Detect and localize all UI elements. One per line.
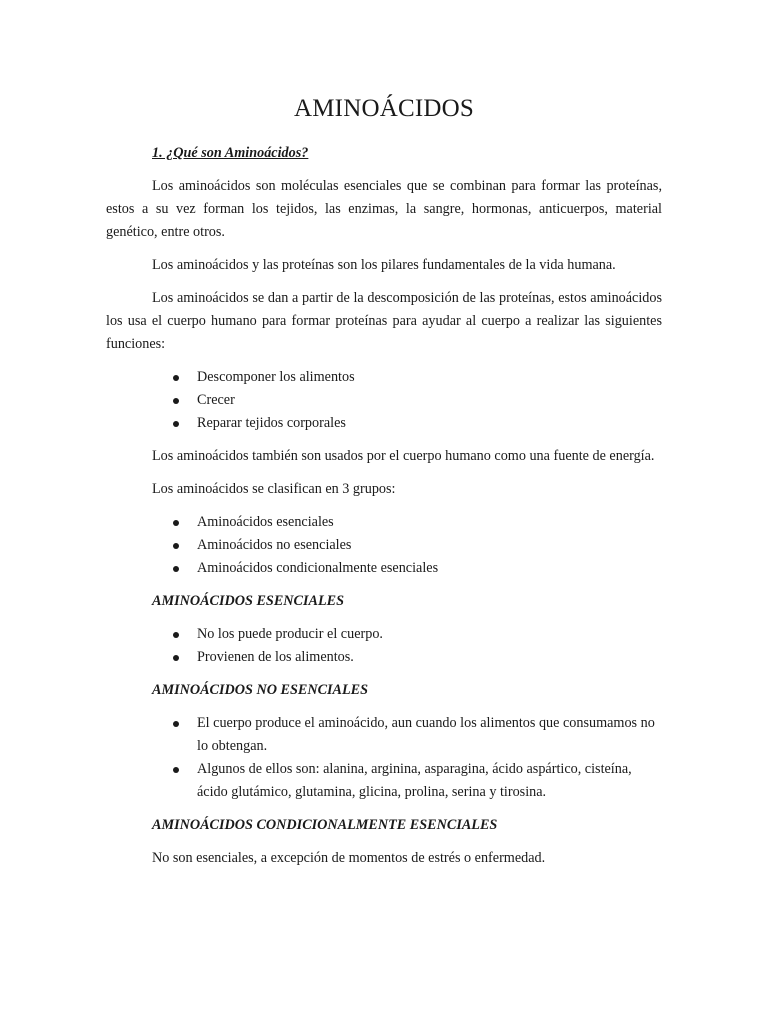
functions-list bbox=[106, 366, 662, 435]
esenciales-list bbox=[106, 623, 662, 669]
list-item-text: Algunos de ellos son: alanina, arginina, asparagina, ácido aspártico, cisteína, ácido glutámico, glutamina, glicina, prolina, serina y tirosina. bbox=[197, 761, 632, 800]
question-heading: 1. ¿Qué son Aminoácidos? bbox=[152, 145, 309, 161]
paragraph-energy: Los aminoácidos también son usados por el cuerpo humano como una fuente de energía. bbox=[152, 448, 655, 464]
list-item-text: Reparar tejidos corporales bbox=[197, 415, 346, 431]
list-item bbox=[106, 623, 662, 646]
list-item-text: No los puede producir el cuerpo. bbox=[197, 626, 383, 642]
document-body bbox=[106, 142, 662, 880]
heading-condicionales: AMINOÁCIDOS CONDICIONALMENTE ESENCIALES bbox=[152, 817, 498, 833]
bullet-icon bbox=[173, 721, 179, 727]
groups-list bbox=[106, 511, 662, 580]
list-item-text: Provienen de los alimentos. bbox=[197, 649, 354, 665]
list-item-text: Aminoácidos no esenciales bbox=[197, 537, 352, 553]
paragraph-conditional: No son esenciales, a excepción de momentos de estrés o enfermedad. bbox=[152, 850, 546, 866]
paragraph-pillars: Los aminoácidos y las proteínas son los pilares fundamentales de la vida humana. bbox=[152, 257, 616, 273]
bullet-icon bbox=[173, 767, 179, 773]
bullet-icon bbox=[173, 398, 179, 404]
heading-esenciales: AMINOÁCIDOS ESENCIALES bbox=[152, 593, 344, 609]
list-item-text: El cuerpo produce el aminoácido, aun cuando los alimentos que consumamos no lo obtengan. bbox=[197, 715, 655, 754]
bullet-icon bbox=[173, 655, 179, 661]
paragraph-decomposition: Los aminoácidos se dan a partir de la descomposición de las proteínas, estos aminoácidos los usa el cuerpo humano para formar proteínas para ayudar al cuerpo a realizar las siguientes funciones: bbox=[106, 290, 662, 352]
list-item-text: Aminoácidos condicionalmente esenciales bbox=[197, 560, 439, 576]
list-item bbox=[106, 389, 662, 412]
list-item bbox=[106, 412, 662, 435]
list-item bbox=[106, 534, 662, 557]
list-item bbox=[106, 557, 662, 580]
list-item-text: Aminoácidos esenciales bbox=[197, 514, 334, 530]
list-item bbox=[106, 758, 662, 804]
paragraph-classification: Los aminoácidos se clasifican en 3 grupos: bbox=[152, 481, 396, 497]
bullet-icon bbox=[173, 543, 179, 549]
bullet-icon bbox=[173, 375, 179, 381]
bullet-icon bbox=[173, 566, 179, 572]
bullet-icon bbox=[173, 632, 179, 638]
list-item bbox=[106, 511, 662, 534]
list-item bbox=[106, 712, 662, 758]
no-esenciales-list bbox=[106, 712, 662, 804]
bullet-icon bbox=[173, 520, 179, 526]
list-item bbox=[106, 366, 662, 389]
list-item-text: Descomponer los alimentos bbox=[197, 369, 355, 385]
heading-no-esenciales: AMINOÁCIDOS NO ESENCIALES bbox=[152, 682, 369, 698]
paragraph-definition: Los aminoácidos son moléculas esenciales que se combinan para formar las proteínas, estos a su vez forman los tejidos, las enzimas, la sangre, hormonas, anticuerpos, material genético, entre otros. bbox=[106, 178, 662, 240]
list-item bbox=[106, 646, 662, 669]
document-title: AMINOÁCIDOS bbox=[294, 95, 474, 122]
list-item-text: Crecer bbox=[197, 392, 235, 408]
bullet-icon bbox=[173, 421, 179, 427]
